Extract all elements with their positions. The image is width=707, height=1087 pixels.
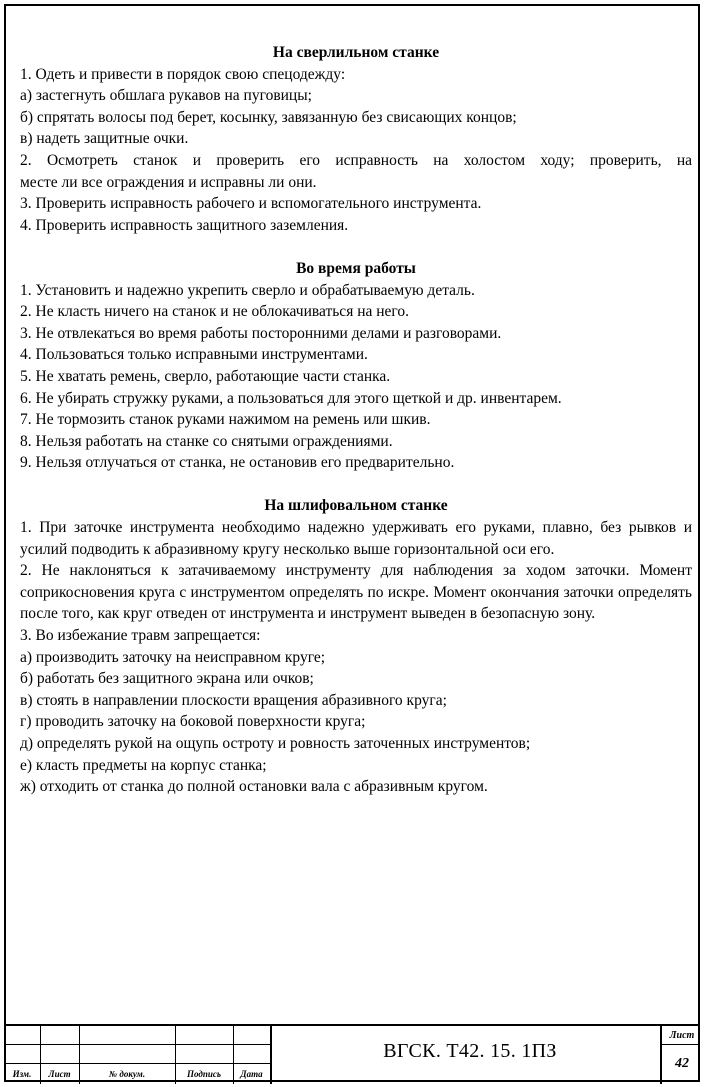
text-line: ж) отходить от станка до полной остановки вала с абразивным кругом. xyxy=(20,778,488,796)
column-label-doc: № докум. xyxy=(108,1069,146,1079)
text-line: б) работать без защитного экрана или очков; xyxy=(20,670,314,688)
text-line: 2. Не класть ничего на станок и не облокачиваться на него. xyxy=(20,303,410,321)
sheet-label: Лист xyxy=(669,1030,695,1041)
text-line: е) класть предметы на корпус станка; xyxy=(20,756,267,774)
text-line: б) спрятать волосы под берет, косынку, завязанную без свисающих концов; xyxy=(20,108,517,126)
spacer xyxy=(20,236,692,258)
text-line: 9. Нельзя отлучаться от станка, не остановив его предварительно. xyxy=(20,454,455,472)
text-line: г) проводить заточку на боковой поверхности круга; xyxy=(20,713,366,731)
text-line: 1. Одеть и привести в порядок свою спецодежду: xyxy=(20,65,346,83)
paragraph: 2. Не наклоняться к затачиваемому инструменту для наблюдения за ходом заточки. Момент соприкосновения круга с инструментом определять по искре. Момент окончания заточки определять после того, как круг отведен от инструмента и инструмент выведен в безопасную зону. xyxy=(20,562,692,623)
document-code: ВГСК. Т42. 15. 1ПЗ xyxy=(383,1040,557,1062)
column-label-date: Дата xyxy=(240,1069,263,1079)
text-line: д) определять рукой на ощупь остроту и ровность заточенных инструментов; xyxy=(20,735,531,752)
spacer xyxy=(20,474,692,496)
paragraph: 1. При заточке инструмента необходимо надежно удерживать его руками, плавно, без рывков и усилий подводить к абразивному кругу несколько выше горизонтальной оси его. xyxy=(20,519,692,558)
text-line: 4. Проверить исправность защитного заземления. xyxy=(20,216,349,234)
text-line: 6. Не убирать стружку руками, а пользоваться для этого щеткой и др. инвентарем. xyxy=(20,389,562,407)
text-line: 8. Нельзя работать на станке со снятыми ограждениями. xyxy=(20,432,393,450)
section-heading: Во время работы xyxy=(296,259,416,277)
grid-line xyxy=(4,1044,270,1045)
text-line: 5. Не хватать ремень, сверло, работающие части станка. xyxy=(20,367,391,385)
column-label-sign: Подпись xyxy=(187,1069,221,1079)
sheet-number: 42 xyxy=(675,1056,689,1071)
text-line: месте ли все ограждения и исправны ли они. xyxy=(20,173,317,191)
text-line: в) надеть защитные очки. xyxy=(20,130,189,148)
text-line: 3. Проверить исправность рабочего и вспомогательного инструмента. xyxy=(20,195,482,213)
text-line: 7. Не тормозить станок руками нажимом на ремень или шкив. xyxy=(20,411,431,429)
grid-line xyxy=(4,1063,270,1064)
text-line: 3. Не отвлекаться во время работы посторонними делами и разговорами. xyxy=(20,324,502,342)
document-body xyxy=(20,42,692,798)
column-label-list: Лист xyxy=(48,1069,71,1079)
title-block xyxy=(4,1024,700,1082)
text-line: 3. Во избежание травм запрещается: xyxy=(20,627,261,645)
grid-line xyxy=(660,1044,700,1045)
section-heading: На шлифовальном станке xyxy=(264,497,448,515)
text-line: в) стоять в направлении плоскости вращения абразивного круга; xyxy=(20,691,447,709)
text-line: а) производить заточку на неисправном круге; xyxy=(20,648,326,666)
text-line: 2. Осмотреть станок и проверить его исправность на холостом ходу; проверить, на xyxy=(20,151,692,169)
column-label-izm: Изм. xyxy=(12,1069,32,1079)
section-heading: На сверлильном станке xyxy=(272,44,440,61)
text-line: а) застегнуть обшлага рукавов на пуговицы; xyxy=(20,87,312,105)
grid-line xyxy=(270,1026,272,1084)
text-line: 1. Установить и надежно укрепить сверло и обрабатываемую деталь. xyxy=(20,281,475,299)
text-line: 4. Пользоваться только исправными инструментами. xyxy=(20,346,368,364)
